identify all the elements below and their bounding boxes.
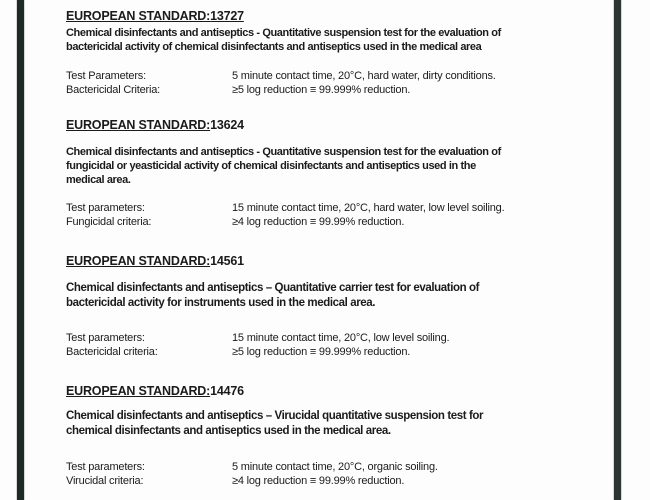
test-parameters-block <box>66 460 618 488</box>
param-label: Test Parameters: <box>66 70 146 82</box>
standard-description: Chemical disinfectants and antiseptics – Virucidal quantitative suspension test for chemical disinfectants and antiseptics used in the medical area. <box>66 410 484 437</box>
param-label: Bactericidal criteria: <box>66 346 158 358</box>
standard-label: EUROPEAN STANDARD: <box>66 384 211 398</box>
param-value: ≥4 log reduction ≡ 99.99% reduction. <box>232 475 405 487</box>
standard-label: EUROPEAN STANDARD: <box>66 9 211 23</box>
standard-description: Chemical disinfectants and antiseptics – Quantitative carrier test for evaluation of bactericidal activity for instruments used in the medical area. <box>66 282 480 309</box>
standard-section-14561 <box>66 254 618 359</box>
param-row <box>66 83 618 97</box>
standard-section-13624 <box>66 118 618 229</box>
param-row <box>66 331 618 345</box>
param-value: 5 minute contact time, 20°C, organic soiling. <box>232 461 438 473</box>
standard-section-13727 <box>66 9 618 97</box>
standard-heading <box>66 254 618 269</box>
standard-label: EUROPEAN STANDARD: <box>66 118 211 132</box>
param-label: Test parameters: <box>66 202 145 214</box>
test-parameters-block <box>66 331 618 359</box>
standard-heading <box>66 384 618 399</box>
param-value: ≥5 log reduction ≡ 99.999% reduction. <box>232 346 411 358</box>
param-value: 15 minute contact time, 20°C, low level soiling. <box>232 332 450 344</box>
param-row <box>66 345 618 359</box>
standard-description: Chemical disinfectants and antiseptics - Quantitative suspension test for the evaluation of bactericidal activity of chemical disinfectants and antiseptics used in the medical area <box>66 27 501 53</box>
standard-heading <box>66 9 618 24</box>
param-value: ≥5 log reduction ≡ 99.999% reduction. <box>232 84 411 96</box>
param-label: Fungicidal criteria: <box>66 216 152 228</box>
param-value: 5 minute contact time, 20°C, hard water, dirty conditions. <box>232 70 496 82</box>
param-row <box>66 474 618 488</box>
param-label: Test parameters: <box>66 332 145 344</box>
param-value: ≥4 log reduction ≡ 99.99% reduction. <box>232 216 405 228</box>
param-value: 15 minute contact time, 20°C, hard water, low level soiling. <box>232 202 505 214</box>
test-parameters-block <box>66 69 618 97</box>
standard-label: EUROPEAN STANDARD: <box>66 254 211 268</box>
param-row <box>66 201 618 215</box>
standard-description: Chemical disinfectants and antiseptics - Quantitative suspension test for the evaluation of fungicidal or yeasticidal activity of chemical disinfectants and antiseptics used in the medical area. <box>66 146 501 186</box>
standard-number: 13727 <box>210 9 244 23</box>
page-edge-left <box>17 0 24 500</box>
standard-section-14476 <box>66 384 618 488</box>
param-row <box>66 460 618 474</box>
standard-number: 14561 <box>210 254 244 268</box>
param-label: Virucidal criteria: <box>66 475 144 487</box>
param-row <box>66 215 618 229</box>
standard-heading <box>66 118 618 133</box>
test-parameters-block <box>66 201 618 229</box>
standard-number: 14476 <box>210 384 244 398</box>
param-label: Test parameters: <box>66 461 145 473</box>
standard-number: 13624 <box>210 118 244 132</box>
param-row <box>66 69 618 83</box>
param-label: Bactericidal Criteria: <box>66 84 161 96</box>
